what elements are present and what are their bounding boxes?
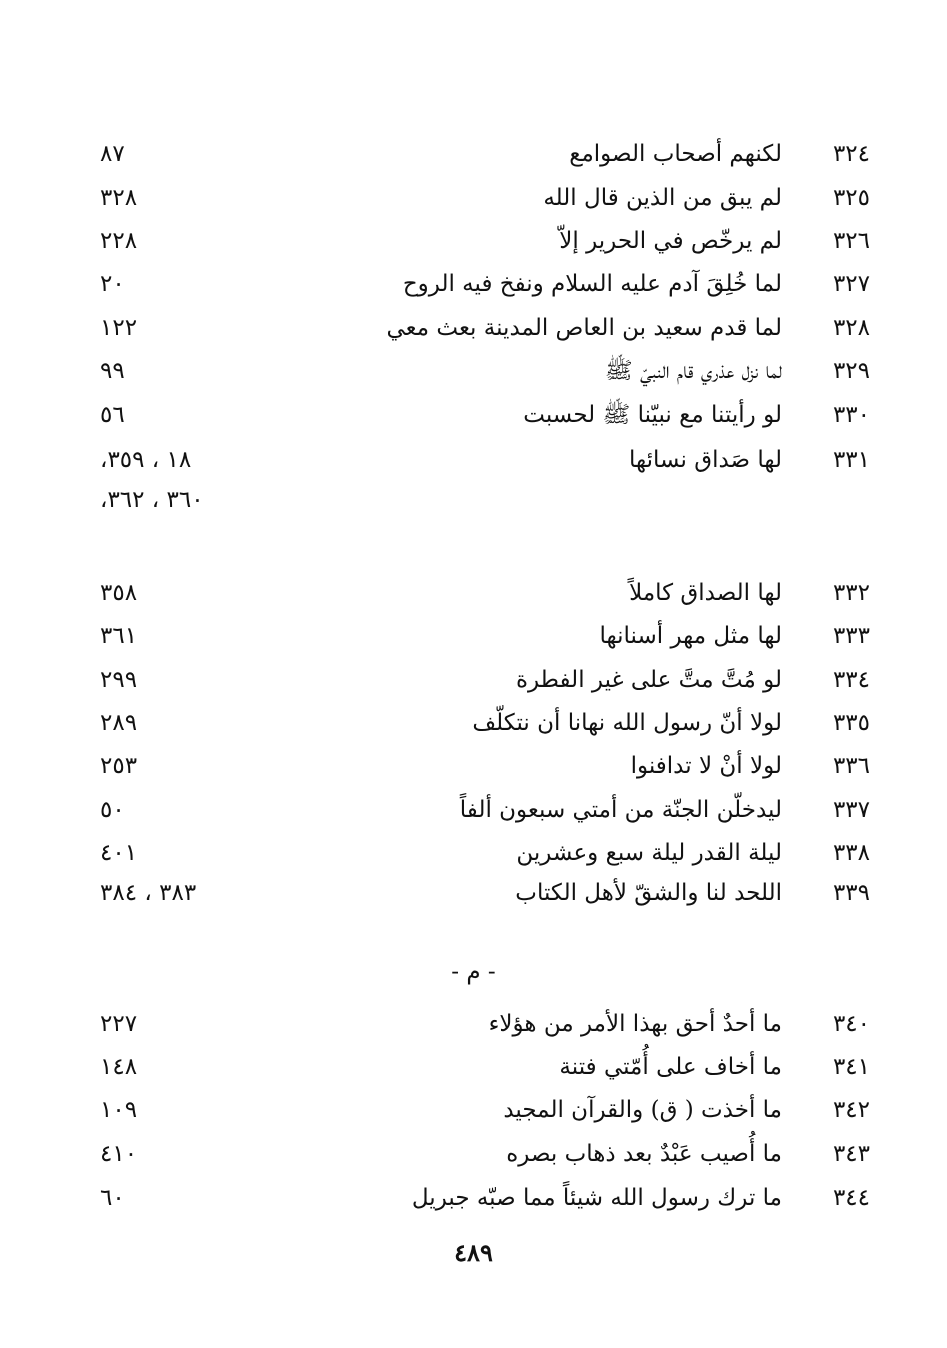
entry-page-ref: ٢٨٩ — [100, 710, 138, 736]
list-item — [100, 221, 870, 261]
entry-page-ref: ٢٥٣ — [100, 753, 138, 779]
entry-page-ref: ٣٨٣ ، ٣٨٤ — [100, 880, 197, 906]
page-number: ٤٨٩ — [454, 1238, 493, 1267]
entry-text: لولا أنْ لا تدافنوا — [630, 753, 782, 779]
list-item — [100, 833, 870, 873]
list-item — [100, 264, 870, 304]
list-item — [100, 660, 870, 700]
entry-text: لكنهم أصحاب الصوامع — [569, 141, 782, 167]
entry-page-ref: ٥٦ — [100, 402, 125, 428]
entry-number: ٣٢٩ — [832, 358, 870, 384]
entry-number: ٣٢٨ — [832, 315, 870, 341]
entry-number: ٣٣٠ — [832, 402, 870, 428]
list-item — [100, 616, 870, 656]
list-item — [100, 703, 870, 743]
entry-number: ٣٣٦ — [832, 753, 870, 779]
entry-number: ٣٤٤ — [832, 1185, 870, 1211]
list-item — [100, 790, 870, 830]
entry-text: ليلة القدر ليلة سبع وعشرين — [516, 840, 782, 866]
list-item — [100, 873, 870, 913]
entry-text: لما نزل عذري قام النبيّ ﷺ — [604, 358, 782, 384]
entry-number: ٣٣٤ — [832, 667, 870, 693]
entry-text: ما ترك رسول الله شيئاً مما صبّه جبريل — [411, 1185, 782, 1211]
list-item — [100, 1047, 870, 1087]
section-letter-heading: - م - — [451, 959, 496, 985]
entry-text: ما أُصيب عَبْدٌ بعد ذهاب بصره — [506, 1141, 782, 1167]
entry-number: ٣٤١ — [832, 1054, 870, 1080]
entry-text: ما أحدٌ أحق بهذا الأمر من هؤلاء — [488, 1011, 782, 1037]
entry-text: لها مثل مهر أسنانها — [599, 623, 782, 649]
entry-text: لم يرخّص في الحرير إلاّ — [559, 228, 782, 254]
entry-number: ٣٢٤ — [832, 141, 870, 167]
entry-text: لها الصداق كاملاً — [629, 580, 782, 606]
entry-page-ref: ٢٩٩ — [100, 667, 138, 693]
list-item — [100, 178, 870, 218]
entry-number: ٣٣٧ — [832, 797, 870, 823]
list-item — [100, 573, 870, 613]
entry-text: لم يبق من الذين قال الله — [543, 185, 782, 211]
entry-page-ref: ٢٠ — [100, 271, 125, 297]
list-item — [100, 308, 870, 348]
entry-number: ٣٣٣ — [832, 623, 870, 649]
list-item — [100, 351, 870, 391]
list-item — [100, 746, 870, 786]
entry-page-ref: ٨٧ — [100, 141, 125, 167]
entry-text: لولا أنّ رسول الله نهانا أن نتكلّف — [472, 710, 782, 736]
entry-number: ٣٣٨ — [832, 840, 870, 866]
list-item — [100, 1090, 870, 1130]
entry-page-ref: ٣٦١ — [100, 623, 138, 649]
entry-page-ref: ٦٠ — [100, 1185, 125, 1211]
entry-page-ref: ٥٠ — [100, 797, 125, 823]
entry-page-ref: ٩٩ — [100, 358, 125, 384]
entry-page-ref: ٣٢٨ — [100, 185, 138, 211]
entry-text: لو مُتَّ متَّ على غير الفطرة — [515, 667, 782, 693]
entry-page-ref: ٣٥٨ — [100, 580, 138, 606]
entry-page-ref: ١٤٨ — [100, 1054, 138, 1080]
entry-number: ٣٣٥ — [832, 710, 870, 736]
entry-number: ٣٣١ — [832, 447, 870, 473]
entry-number: ٣٤٠ — [832, 1011, 870, 1037]
entry-text: لما خُلِقَ آدم عليه السلام ونفخ فيه الروح — [402, 271, 782, 297]
entry-number: ٣٣٩ — [832, 880, 870, 906]
entry-page-ref: ١٨ ، ٣٥٩، — [100, 447, 192, 473]
entry-number: ٣٤٢ — [832, 1097, 870, 1123]
entry-number: ٣٢٧ — [832, 271, 870, 297]
entry-text: ما أخاف على أُمّتي فتنة — [559, 1054, 782, 1080]
list-item — [100, 1004, 870, 1044]
list-item — [100, 395, 870, 435]
entry-text: لها صَداق نسائها — [628, 447, 782, 473]
entry-text: اللحد لنا والشقّ لأهل الكتاب — [515, 880, 782, 906]
entry-page-ref: ٢٢٧ — [100, 1011, 138, 1037]
entry-number: ٣٢٦ — [832, 228, 870, 254]
entry-page-ref: ٢٢٨ — [100, 228, 138, 254]
list-item — [100, 440, 870, 480]
entry-text: ليدخلّن الجنّة من أمتي سبعون ألفاً — [459, 797, 782, 823]
list-item — [100, 1134, 870, 1174]
entry-page-ref: ٤٠١ — [100, 840, 138, 866]
entry-number: ٣٤٣ — [832, 1141, 870, 1167]
entry-page-ref: ١٠٩ — [100, 1097, 138, 1123]
entry-text: لما قدم سعيد بن العاص المدينة بعث معي — [386, 315, 782, 341]
list-item — [100, 134, 870, 174]
entry-number: ٣٣٢ — [832, 580, 870, 606]
list-item — [100, 1178, 870, 1218]
entry-page-ref-continuation: ٣٦٠ ، ٣٦٢، — [100, 487, 204, 513]
entry-text: ما أخذت ( ق) والقرآن المجيد — [503, 1097, 782, 1123]
entry-number: ٣٢٥ — [832, 185, 870, 211]
entry-text: لو رأيتنا مع نبيّنا ﷺ لحسبت — [523, 402, 782, 428]
entry-page-ref: ٤١٠ — [100, 1141, 138, 1167]
entry-page-ref: ١٢٢ — [100, 315, 138, 341]
